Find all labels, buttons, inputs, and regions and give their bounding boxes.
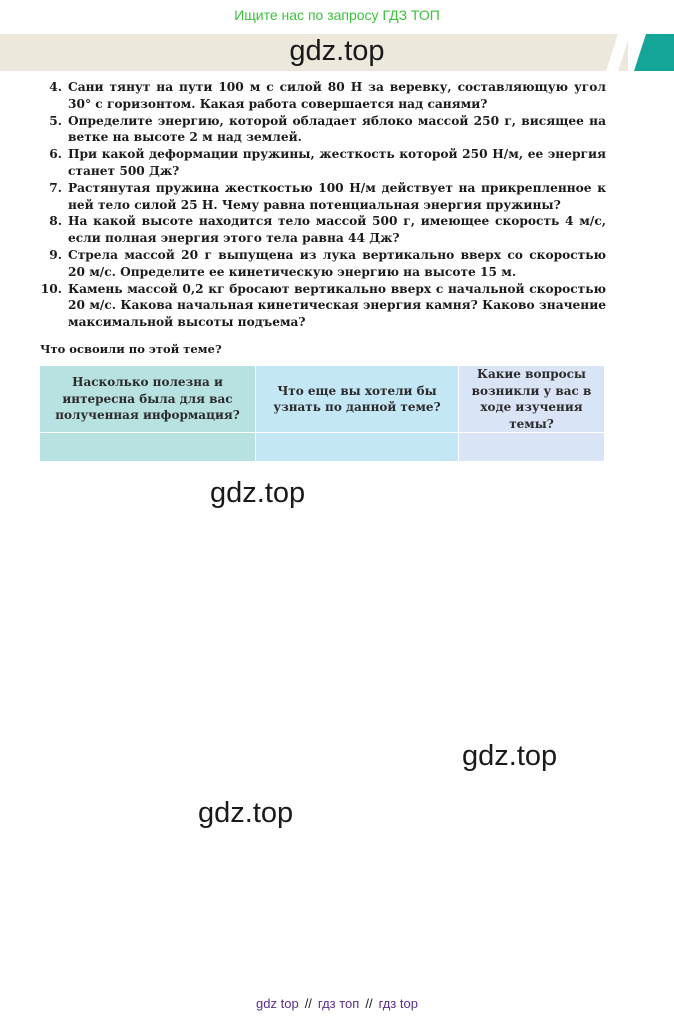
reflection-table [39, 365, 605, 462]
column-header: Что еще вы хотели бы узнать по данной теме? [256, 366, 459, 433]
problem-text: Определите энергию, которой обладает яблоко массой 250 г, висящее на ветке на высоте 2 м над землей. [68, 113, 606, 145]
column-header: Насколько полезна и интересна была для вас полученная информация? [40, 366, 256, 433]
problem-item [36, 113, 606, 147]
problem-item [36, 79, 606, 113]
problem-item [36, 213, 606, 247]
problem-item [36, 247, 606, 281]
problem-number: 5. [49, 113, 62, 128]
problem-text: Растянутая пружина жесткостью 100 Н/м действует на прикрепленное к ней тело силой 25 Н. Чему равна потенциальная энергия пружины? [68, 180, 606, 212]
answer-cell [40, 433, 256, 462]
problem-text: На какой высоте находится тело массой 500 г, имеющее скорость 4 м/с, если полная энергия этого тела равна 44 Дж? [68, 214, 606, 246]
problem-number: 10. [40, 281, 62, 296]
problem-item [36, 281, 606, 331]
search-hint-link[interactable]: Ищите нас по запросу ГДЗ ТОП [234, 7, 440, 23]
problem-text: При какой деформации пружины, жесткость которой 250 Н/м, ее энергия станет 500 Дж? [68, 147, 606, 178]
problem-text: Стрела массой 20 г выпущена из лука вертикально вверх со скоростью 20 м/с. Определите ее кинетическую энергию на высоте 15 м. [68, 247, 606, 279]
problem-number: 8. [49, 214, 62, 229]
watermark: gdz.top [210, 477, 306, 509]
problem-text: Сани тянут на пути 100 м с силой 80 Н за веревку, составляющую угол 30° с горизонтом. Какая работа совершается над санями? [68, 80, 606, 111]
problem-number: 9. [49, 247, 62, 262]
column-header: Какие вопросы возникли у вас в ходе изучения темы? [459, 366, 605, 433]
footer-separator: // [365, 996, 373, 1011]
problem-number: 6. [49, 147, 62, 162]
problem-item [36, 180, 606, 214]
section-title: Что освоили по этой теме? [40, 342, 222, 356]
problem-list [36, 79, 606, 331]
problem-number: 4. [49, 80, 62, 94]
footer-link[interactable]: гдз top [378, 996, 418, 1011]
answer-cell [256, 433, 459, 462]
problem-text: Камень массой 0,2 кг бросают вертикально вверх с начальной скоростью 20 м/с. Какова начальная кинетическая энергия камня? Каково значение максимальной высоты подъема? [68, 281, 606, 330]
watermark: gdz.top [198, 797, 294, 829]
answer-cell [459, 433, 605, 462]
problem-item [36, 146, 606, 180]
site-logo[interactable]: gdz.top [289, 35, 385, 67]
footer-link[interactable]: гдз топ [317, 996, 360, 1011]
problem-number: 7. [49, 180, 62, 195]
footer-links [0, 996, 674, 1011]
site-banner [0, 34, 674, 71]
watermark: gdz.top [462, 740, 558, 772]
footer-link[interactable]: gdz top [256, 996, 299, 1011]
footer-separator: // [304, 996, 312, 1011]
